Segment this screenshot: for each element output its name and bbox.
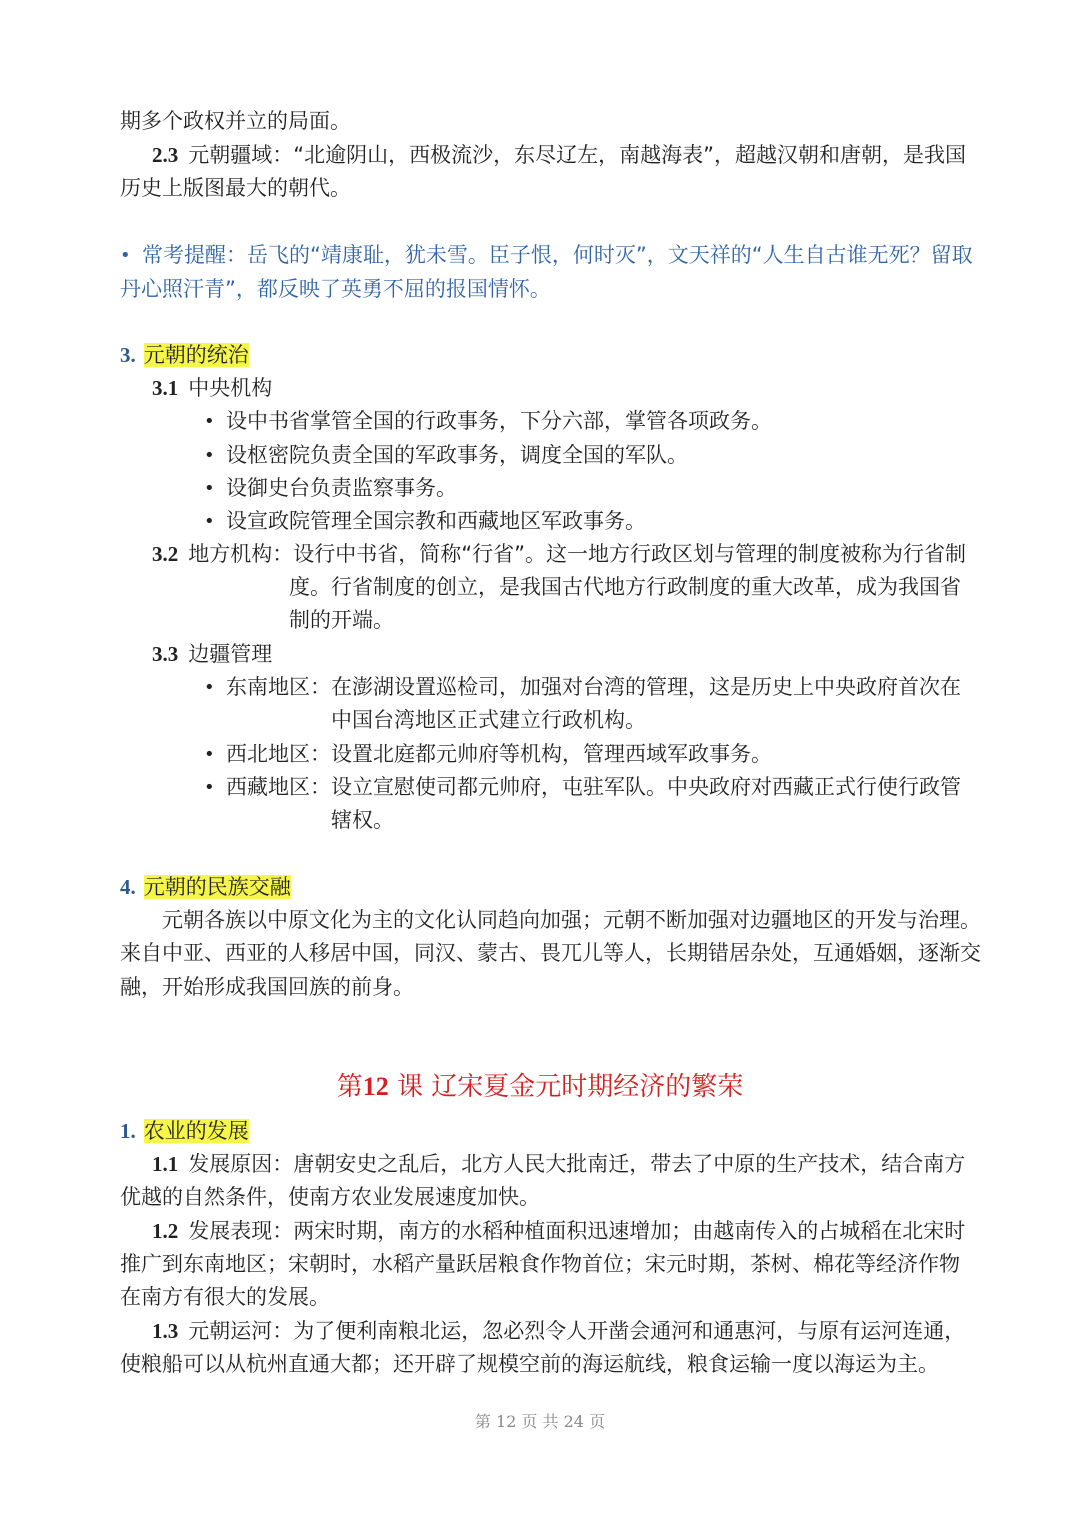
frontier-southeast-line2: 中国台湾地区正式建立行政机构。: [331, 708, 646, 732]
bullet-icon: •: [204, 677, 215, 698]
lesson-title-number: 12: [362, 1072, 389, 1101]
section-2-3-line1: [152, 139, 966, 172]
section-3-3-number: 3.3: [152, 642, 179, 666]
section-3-2-text1: 设行中书省，简称“行省”。这一地方行政区划与管理的制度被称为行省制: [293, 542, 967, 566]
section-3-2-label: 地方机构：: [188, 542, 294, 566]
central-item-2: 设枢密院负责全国的军政事务，调度全国的军队。: [226, 443, 688, 467]
bullet-icon: •: [204, 777, 215, 798]
section-1-2-number: 1.2: [152, 1219, 179, 1243]
frontier-southeast-line1: [226, 671, 961, 704]
bullet-icon: •: [204, 511, 215, 532]
bullet-icon: •: [204, 478, 215, 499]
section-4-title: 元朝的民族交融: [143, 875, 291, 899]
section-1-1-text1: 发展原因：唐朝安史之乱后，北方人民大批南迁，带去了中原的生产技术，结合南方: [188, 1152, 966, 1176]
section-3-2-line1: [152, 538, 966, 571]
frontier-tibet-label: 西藏地区：: [226, 775, 331, 799]
section-4-line3: 融，开始形成我国回族的前身。: [120, 975, 414, 999]
section-2-3-number: 2.3: [152, 143, 179, 167]
section-3-3-title: 边疆管理: [188, 642, 273, 666]
section-1-1-line1: [152, 1148, 965, 1181]
section-1-3-line1: [152, 1315, 965, 1348]
frontier-tibet-text1: 设立宣慰使司都元帅府，屯驻军队。中央政府对西藏正式行使行政管: [331, 775, 961, 799]
section-1-3-number: 1.3: [152, 1319, 179, 1343]
frontier-tibet-line2: 辖权。: [331, 808, 394, 832]
section-3-title: 元朝的统治: [143, 343, 249, 367]
section-3-1-number: 3.1: [152, 376, 179, 400]
page-footer: 第 12 页 共 24 页: [474, 1412, 606, 1431]
section-3-2-number: 3.2: [152, 542, 179, 566]
section-3-1-heading: [152, 372, 272, 405]
section-3-2-line2: 度。行省制度的创立，是我国古代地方行政制度的重大改革，成为我国省: [289, 575, 961, 599]
lesson-title-text: 课 辽宋夏金元时期经济的繁荣: [397, 1072, 744, 1102]
section-2-3-text1: 元朝疆域：“北逾阴山，西极流沙，东尽辽左，南越海表”，超越汉朝和唐朝，是我国: [188, 143, 967, 167]
section-1-1-number: 1.1: [152, 1152, 179, 1176]
frontier-southeast-label: 东南地区：: [226, 675, 331, 699]
lesson-title: [0, 1067, 1080, 1107]
frontier-northwest-line1: [226, 738, 772, 771]
section-4-number: 4.: [120, 875, 136, 899]
lesson-section-1-number: 1.: [120, 1119, 136, 1143]
section-1-3-text1: 元朝运河：为了便利南粮北运，忽必烈令人开凿会通河和通惠河，与原有运河连通，: [188, 1319, 966, 1343]
lesson-section-1-heading: [120, 1115, 249, 1148]
section-3-heading: [120, 339, 249, 372]
exam-tip-line2: 丹心照汗青”，都反映了英勇不屈的报国情怀。: [120, 277, 551, 301]
section-1-2-line3: 在南方有很大的发展。: [120, 1285, 330, 1309]
bullet-icon: •: [204, 744, 215, 765]
section-3-3-heading: [152, 638, 272, 671]
lesson-title-prefix: 第: [336, 1072, 363, 1102]
central-item-1: 设中书省掌管全国的行政事务，下分六部，掌管各项政务。: [226, 409, 772, 433]
frontier-northwest-label: 西北地区：: [226, 742, 331, 766]
central-item-3: 设御史台负责监察事务。: [226, 476, 457, 500]
intro-line: 期多个政权并立的局面。: [120, 109, 351, 133]
section-4-line2: 来自中亚、西亚的人移居中国，同汉、蒙古、畏兀儿等人，长期错居杂处，互通婚姻，逐渐交: [120, 941, 981, 965]
section-1-2-line2: 推广到东南地区；宋朝时，水稻产量跃居粮食作物首位；宋元时期，茶树、棉花等经济作物: [120, 1252, 960, 1276]
section-1-2-text1: 发展表现：两宋时期，南方的水稻种植面积迅速增加；由越南传入的占城稻在北宋时: [188, 1219, 966, 1243]
section-1-2-line1: [152, 1215, 965, 1248]
central-item-4: 设宣政院管理全国宗教和西藏地区军政事务。: [226, 509, 646, 533]
frontier-northwest-text1: 设置北庭都元帅府等机构，管理西域军政事务。: [331, 742, 772, 766]
section-3-number: 3.: [120, 343, 136, 367]
exam-tip-line1: 常考提醒：岳飞的“靖康耻，犹未雪。臣子恨，何时灭”，文天祥的“人生自古谁无死？留取: [142, 243, 973, 267]
section-1-1-line2: 优越的自然条件，使南方农业发展速度加快。: [120, 1185, 540, 1209]
lesson-section-1-title: 农业的发展: [143, 1119, 249, 1143]
section-2-3-line2: 历史上版图最大的朝代。: [120, 176, 351, 200]
tip-bullet-icon: •: [120, 245, 131, 266]
section-1-3-line2: 使粮船可以从杭州直通大都；还开辟了规模空前的海运航线，粮食运输一度以海运为主。: [120, 1352, 939, 1376]
frontier-southeast-text1: 在澎湖设置巡检司，加强对台湾的管理，这是历史上中央政府首次在: [331, 675, 961, 699]
section-3-2-line3: 制的开端。: [289, 608, 394, 632]
section-4-line1: 元朝各族以中原文化为主的文化认同趋向加强；元朝不断加强对边疆地区的开发与治理。: [162, 908, 981, 932]
section-3-1-title: 中央机构: [188, 376, 273, 400]
frontier-tibet-line1: [226, 771, 961, 804]
bullet-icon: •: [204, 411, 215, 432]
section-4-heading: [120, 871, 291, 904]
bullet-icon: •: [204, 445, 215, 466]
